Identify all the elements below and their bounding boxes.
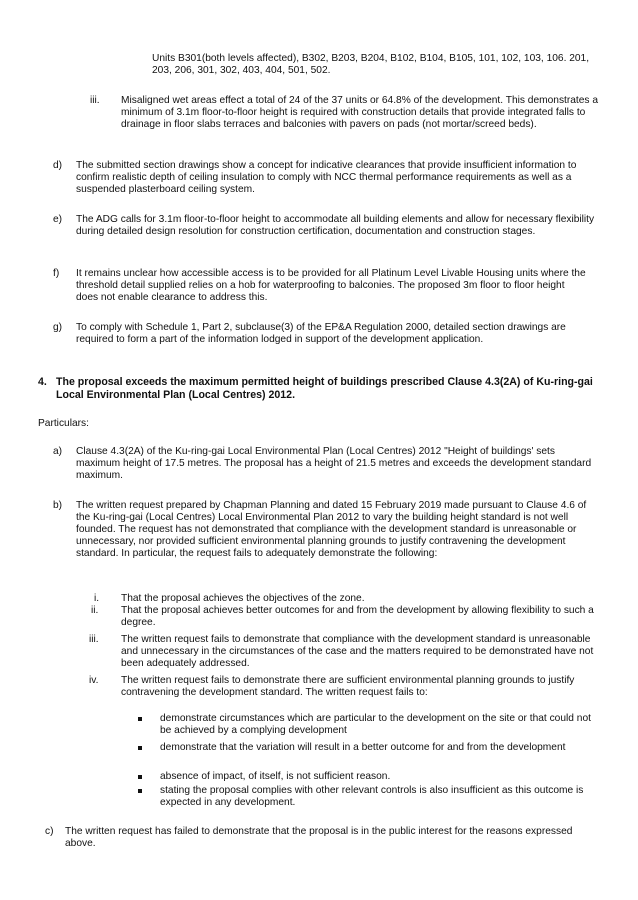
item-g-text: To comply with Schedule 1, Part 2, subclause(3) of the EP&A Regulation 2000, detailed section drawings are required to form a part of the information lodged in support of the development application. [76, 322, 566, 345]
roman-item-text: That the proposal achieves better outcomes for and from the development by allowing flexibility to such a degree. [121, 605, 594, 628]
bullet-text: stating the proposal complies with other relevant controls is also insufficient as this outcome is expected in any development. [160, 785, 584, 808]
item-d-label: d) [53, 160, 63, 171]
item-4c-text: The written request has failed to demonstrate that the proposal is in the public interest for the reasons expressed above. [65, 826, 573, 849]
bullet-text: absence of impact, of itself, is not sufficient reason. [160, 771, 391, 782]
item-e-label: e) [53, 214, 63, 225]
item-g-label: g) [53, 322, 63, 333]
bullet-text: demonstrate circumstances which are particular to the development on the site or that could not be achieved by a complying development [160, 713, 591, 736]
item-4a-text: Clause 4.3(2A) of the Ku-ring-gai Local Environmental Plan (Local Centres) 2012 "Height of buildings' sets maximum height of 17.5 metres. The proposal has a height of 21.5 metres and exceeds the development standard maximum. [76, 446, 592, 481]
item-4b-label: b) [53, 500, 63, 511]
item-4a-label: a) [53, 446, 63, 457]
item-4b-text: The written request prepared by Chapman Planning and dated 15 February 2019 made pursuant to Clause 4.6 of the Ku-ring-gai (Local Centres) Local Environmental Plan 2012 to vary the building height standard is not well founded. The request has not demonstrated that compliance with the development standard is unreasonable or unnecessary, nor provided sufficient environmental planning grounds to justify contravening the development standard. In particular, the request fails to adequately demonstrate the following: [76, 500, 587, 559]
bullet-marker [138, 775, 142, 779]
units-continuation-text: Units B301(both levels affected), B302, B203, B204, B102, B104, B105, 101, 102, 103, 106. 201, 203, 206, 301, 302, 403, 404, 501, 502. [152, 53, 590, 76]
item-e-text: The ADG calls for 3.1m floor-to-floor height to accommodate all building elements and allow for necessary flexibility during detailed design resolution for construction certification, documentation and construction stages. [76, 214, 595, 237]
item-iii-text: Misaligned wet areas effect a total of 24 of the 37 units or 64.8% of the development. This demonstrates a minimum of 3.1m floor-to-floor height is required with construction details that provide integrated falls to drainage in floor slabs terraces and balconies with pavers on pads (not mortar/screed beds). [121, 95, 599, 130]
item-f-text: It remains unclear how accessible access is to be provided for all Platinum Level Livable Housing units where the threshold detail supplied relies on a hob for waterproofing to balconies. The proposed 3m floor to floor height does not enable clearance to address this. [76, 268, 586, 303]
particulars-label: Particulars: [38, 418, 89, 429]
item-iii-label: iii. [90, 95, 100, 106]
roman-item-label: ii. [91, 605, 99, 616]
bullet-marker [138, 717, 142, 721]
section-4-heading: The proposal exceeds the maximum permitted height of buildings prescribed Clause 4.3(2A) of Ku-ring-gai Local Environmental Plan (Local Centres) 2012. [56, 376, 593, 401]
roman-item-label: iv. [89, 675, 99, 686]
section-4-number: 4. [38, 376, 47, 388]
bullet-marker [138, 746, 142, 750]
roman-item-text: That the proposal achieves the objectives of the zone. [121, 593, 365, 604]
roman-item-label: iii. [89, 634, 99, 645]
item-4c-label: c) [45, 826, 54, 837]
item-d-text: The submitted section drawings show a concept for indicative clearances that provide insufficient information to confirm realistic depth of ceiling insulation to comply with NCC thermal performance requirements as well as a suspended plasterboard ceiling system. [76, 160, 577, 195]
bullet-text: demonstrate that the variation will result in a better outcome for and from the development [160, 742, 566, 753]
bullet-marker [138, 789, 142, 793]
roman-item-label: i. [94, 593, 100, 604]
roman-item-text: The written request fails to demonstrate there are sufficient environmental planning grounds to justify contravening the development standard. The written request fails to: [121, 675, 575, 698]
roman-item-text: The written request fails to demonstrate that compliance with the development standard is unreasonable and unnecessary in the circumstances of the case and the matters required to be demonstrated have not been adequately addressed. [121, 634, 594, 669]
item-f-label: f) [53, 268, 60, 279]
